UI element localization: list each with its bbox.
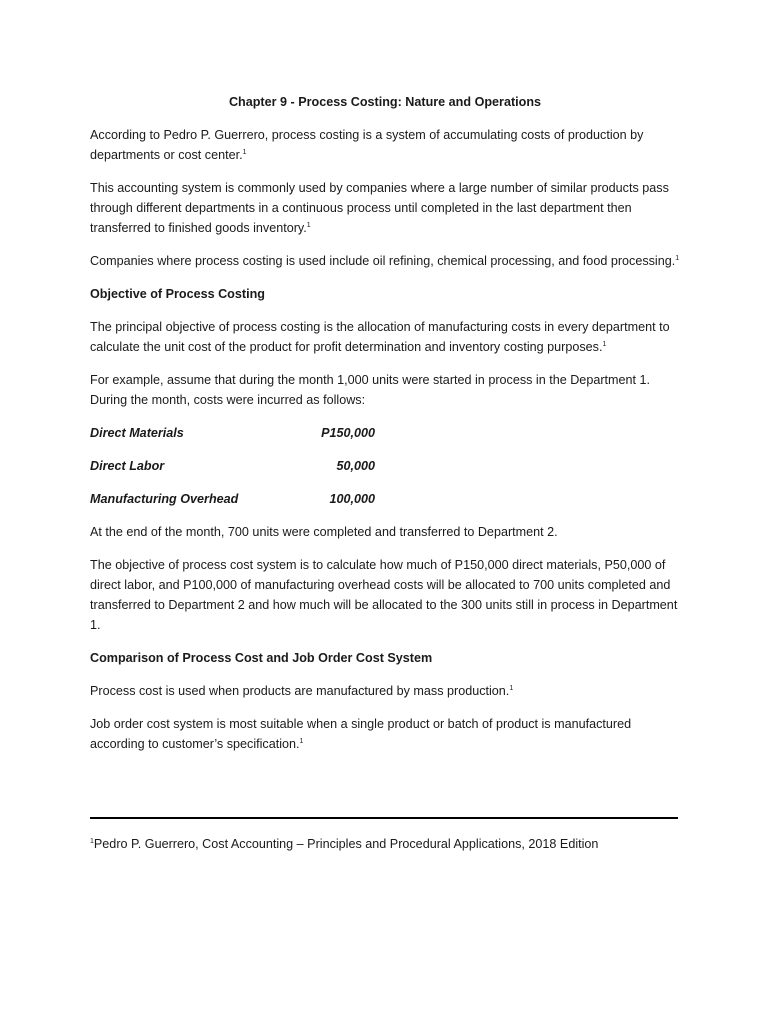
footnote-ref: 1 xyxy=(509,684,514,692)
footnote-divider xyxy=(90,817,678,819)
cost-value: 50,000 xyxy=(336,459,375,473)
footnote xyxy=(90,834,690,854)
page-title: Chapter 9 - Process Costing: Nature and Operations xyxy=(228,95,542,109)
footnote-ref: 1 xyxy=(299,737,304,745)
paragraph-text: Job order cost system is most suitable when a single product or batch of product is manufactured according to customer’s specification. xyxy=(90,717,632,751)
cost-row xyxy=(90,423,680,443)
cost-value: 100,000 xyxy=(329,492,375,506)
cost-label: Direct Materials xyxy=(90,426,184,440)
paragraph-text: The principal objective of process costing is the allocation of manufacturing costs in every department to calculate the unit cost of the product for profit determination and inventory costing purposes. xyxy=(90,320,670,354)
footnote-text: Pedro P. Guerrero, Cost Accounting – Principles and Procedural Applications, 2018 Edition xyxy=(93,837,599,851)
paragraph xyxy=(90,681,680,701)
section-heading: Comparison of Process Cost and Job Order Cost System xyxy=(90,651,433,665)
footnote-ref: 1 xyxy=(602,340,607,348)
paragraph-text: Process cost is used when products are manufactured by mass production. xyxy=(90,684,510,698)
paragraph xyxy=(90,317,680,357)
footnote-ref: 1 xyxy=(306,221,311,229)
footnote-ref: 1 xyxy=(675,254,680,262)
paragraph-text: According to Pedro P. Guerrero, process costing is a system of accumulating costs of production by departments or cost center. xyxy=(90,128,644,162)
document-body xyxy=(90,92,680,767)
cost-value: P150,000 xyxy=(321,426,375,440)
paragraph-text: Companies where process costing is used include oil refining, chemical processing, and food processing. xyxy=(90,254,676,268)
section-heading: Objective of Process Costing xyxy=(90,287,265,301)
cost-label: Direct Labor xyxy=(90,459,165,473)
paragraph: For example, assume that during the month 1,000 units were started in process in the Department 1. During the month, costs were incurred as follows: xyxy=(90,373,651,407)
paragraph xyxy=(90,714,680,754)
paragraph xyxy=(90,125,680,165)
paragraph xyxy=(90,251,680,271)
cost-label: Manufacturing Overhead xyxy=(90,492,239,506)
paragraph: At the end of the month, 700 units were completed and transferred to Department 2. xyxy=(90,525,558,539)
paragraph-text: This accounting system is commonly used by companies where a large number of similar products pass through different departments in a continuous process until completed in the last department then transferred to finished goods inventory. xyxy=(90,181,669,235)
footnote-marker: 1 xyxy=(90,837,94,845)
paragraph xyxy=(90,178,680,238)
cost-row xyxy=(90,489,680,509)
paragraph: The objective of process cost system is to calculate how much of P150,000 direct materials, P50,000 of direct labor, and P100,000 of manufacturing overhead costs will be allocated to 700 units completed and transferred to Department 2 and how much will be allocated to the 300 units still in process in Department 1. xyxy=(90,558,678,632)
cost-row xyxy=(90,456,680,476)
footnote-ref: 1 xyxy=(242,148,247,156)
